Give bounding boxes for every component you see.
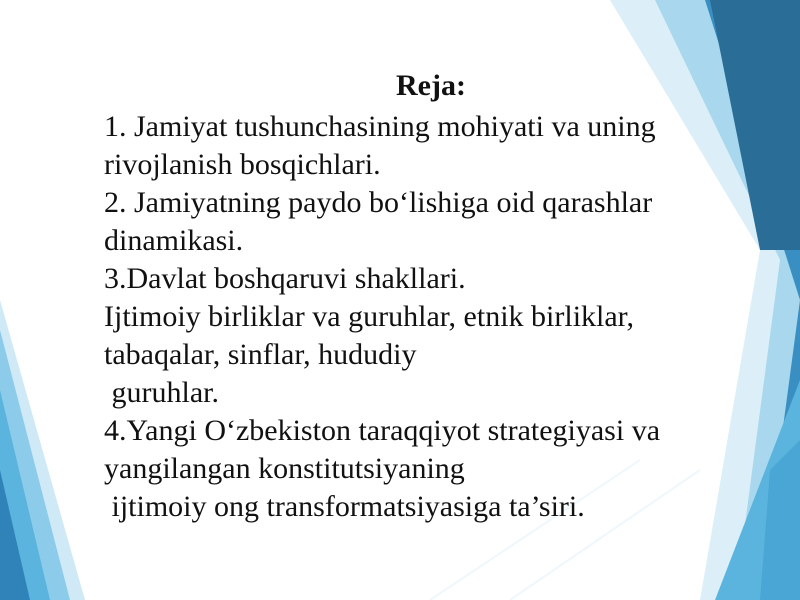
- outline-line: yangilangan konstitutsiyaning: [104, 452, 465, 485]
- outline-line: rivojlanish bosqichlari.: [104, 148, 381, 181]
- outline-line: guruhlar.: [104, 376, 219, 409]
- slide-title: Reja:: [396, 69, 466, 102]
- outline-list: [104, 108, 724, 526]
- outline-line: 3.Davlat boshqaruvi shakllari.: [104, 262, 466, 295]
- outline-line: Ijtimoiy birliklar va guruhlar, etnik birliklar,: [104, 300, 634, 333]
- slide-content: [104, 64, 724, 526]
- outline-line: 1. Jamiyat tushunchasining mohiyati va uning: [104, 110, 656, 143]
- outline-line: tabaqalar, sinflar, hududiy: [104, 338, 417, 371]
- outline-line: 2. Jamiyatning paydo bo‘lishiga oid qarashlar: [104, 186, 653, 219]
- outline-line: 4.Yangi O‘zbekiston taraqqiyot strategiyasi va: [104, 414, 661, 447]
- outline-line: ijtimoiy ong transformatsiyasiga ta’siri.: [104, 490, 585, 523]
- outline-line: dinamikasi.: [104, 224, 244, 257]
